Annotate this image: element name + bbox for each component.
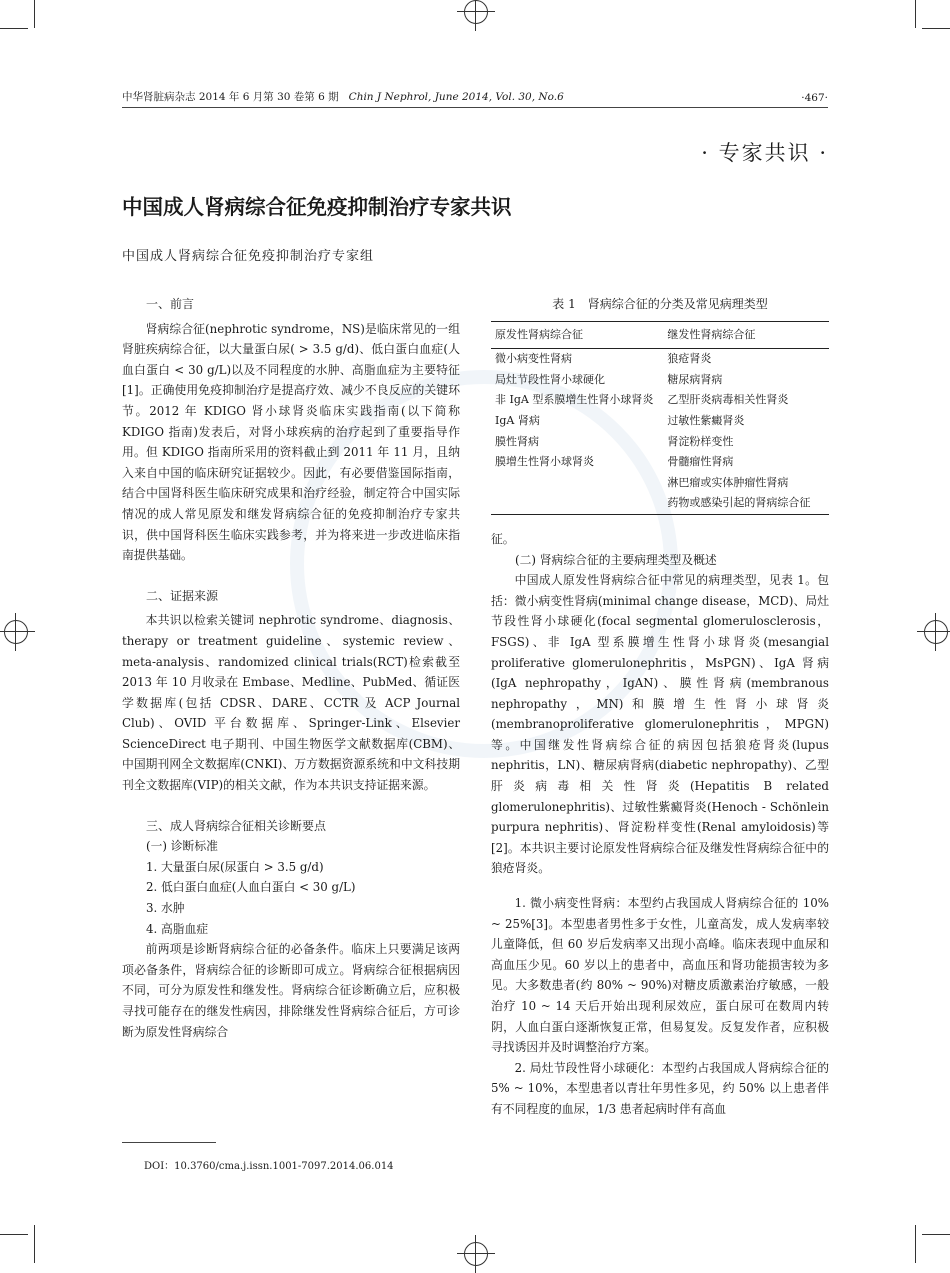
table-title: 表 1 肾病综合征的分类及常见病理类型 [552,297,768,311]
section-tag: · 专家共识 · [701,141,828,165]
journal-en: Chin J Nephrol, June 2014, Vol. 30, No.6 [348,91,564,103]
registration-mark-icon [924,620,948,644]
table-row [491,370,829,391]
table-cell: 肾淀粉样变性 [667,434,734,448]
table-cell: 狼疮肾炎 [667,352,712,366]
paragraph-pathology: 中国成人原发性肾病综合征中常见的病理类型，见表 1。包括：微小病变性肾病(minimal change disease，MCD)、局灶节段性肾小球硬化(focal segmental glomerulosclerosis，FSGS)、非 IgA 型系膜增生性肾小球肾炎(mesangial proliferative glomerulonephritis，MsPGN)、IgA 肾病(IgA nephropathy，IgAN)、膜性肾病(membranous nephropathy，MN)和膜增生性肾小球肾炎(membranoproliferative glomerulonephritis，MPGN)等。中国继发性肾病综合征的病因包括狼疮肾炎(lupus nephritis，LN)、糖尿病肾病(diabetic nephropathy)、乙型肝炎病毒相关性肾炎(Hepatitis B related glomerulonephritis)、过敏性紫癜肾炎(Henoch - Schönlein purpura nephritis)、肾淀粉样变性(Renal amyloidosis)等[2]。本共识主要讨论原发性肾病综合征及继发性肾病综合征中的狼疮肾炎。 [491,573,829,876]
table-cell: 乙型肝炎病毒相关性肾炎 [667,393,789,407]
table-cell: 膜性肾病 [495,434,539,448]
footnote-divider [122,1142,216,1143]
table-cell: 药物或感染引起的肾病综合征 [663,493,829,514]
paragraph-evidence: 本共识以检索关键词 nephrotic syndrome、diagnosis、therapy or treatment guideline、systemic review、meta-analysis、randomized clinical trials(RCT)检索截至 2013 年 10 月收录在 Embase、Medline、PubMed、循证医学数据库(包括 CDSR、DARE、CCTR 及 ACP Journal Club)、OVID 平台数据库、Springer-Link、Elsevier ScienceDirect 电子期刊、中国生物医学文献数据库(CBM)、中国期刊网全文数据库(CNKI)、万方数据资源系统和中文科技期刊全文数据库(VIP)的相关文献，作为本共识支持证据来源。 [122,613,460,793]
subsection-heading: (一) 诊断标准 [146,839,218,854]
author-group: 中国成人肾病综合征免疫抑制治疗专家组 [122,249,375,264]
table-row [491,390,829,411]
registration-mark-icon [4,620,28,644]
crop-mark [922,1234,950,1235]
paragraph-fsgs: 2. 局灶节段性肾小球硬化：本型约占我国成人肾病综合征的 5% ~ 10%，本型患者以青壮年男性多见，约 50% 以上患者伴有不同程度的血尿，1/3 患者起病时伴有高血 [491,1060,829,1116]
crop-mark [34,0,35,28]
section-heading: 一、前言 [146,297,195,311]
paragraph-continuation: 征。 [491,531,515,546]
table-cell: 过敏性紫癜肾炎 [667,413,745,427]
journal-cn: 中华肾脏病杂志 2014 年 6 月第 30 卷第 6 期 [122,91,339,103]
running-header [122,89,828,108]
list-item: 1. 大量蛋白尿(尿蛋白 > 3.5 g/d) [146,859,324,874]
crop-mark [915,1225,916,1263]
table-cell: 糖尿病肾病 [667,372,723,386]
table-row [491,473,829,494]
crop-mark [915,0,916,28]
table-row [491,349,829,370]
article-title: 中国成人肾病综合征免疫抑制治疗专家共识 [122,195,512,219]
table-cell [491,493,663,514]
table-cell: 非 IgA 型系膜增生性肾小球肾炎 [495,393,654,407]
table-cell: 骨髓瘤性肾病 [667,455,734,469]
classification-table [491,321,829,515]
crop-mark [0,1234,28,1235]
doi-footnote: DOI：10.3760/cma.j.issn.1001-7097.2014.06.014 [144,1161,394,1172]
table-row [491,411,829,432]
list-item: 4. 高脂血症 [146,921,209,936]
section-heading: 三、成人肾病综合征相关诊断要点 [146,818,327,833]
paragraph-intro: 肾病综合征(nephrotic syndrome，NS)是临床常见的一组肾脏疾病综合征，以大量蛋白尿( > 3.5 g/d)、低白蛋白血症(人血白蛋白 < 30 g/L)以及不同程度的水肿、高脂血症为主要特征[1]。正确使用免疫抑制治疗是提高疗效、减少不良反应的关键环节。2012 年 KDIGO 肾小球肾炎临床实践指南(以下简称 KDIGO 指南)发表后，对肾小球疾病的治疗起到了重要指导作用。但 KDIGO 指南所采用的资料截止到 2011 年 11 月，且纳入来自中国的临床研究证据较少。因此，有必要借鉴国际指南，结合中国肾科医生临床研究成果和治疗经验，制定符合中国实际情况的成人常见原发和继发肾病综合征的免疫抑制治疗专家共识，供中国肾科医生临床实践参考，并为将来进一步改进临床指南提供基础。 [122,321,460,563]
list-item: 2. 低白蛋白血症(人血白蛋白 < 30 g/L) [146,880,356,895]
crop-mark [34,1225,35,1263]
table-cell: 膜增生性肾小球肾炎 [495,455,594,469]
subsection-heading: (二) 肾病综合征的主要病理类型及概述 [515,552,717,567]
table-cell: 微小病变性肾病 [495,352,572,366]
table-row [491,432,829,453]
crop-mark [0,28,28,29]
page-number: ·467· [801,92,828,104]
registration-mark-icon [464,1242,488,1266]
table-header: 原发性肾病综合征 [491,321,663,349]
list-item: 3. 水肿 [146,901,185,916]
table-row [491,493,829,514]
section-heading: 二、证据来源 [146,588,219,603]
paragraph-diagnosis: 前两项是诊断肾病综合征的必备条件。临床上只要满足该两项必备条件，肾病综合征的诊断即可成立。肾病综合征根据病因不同，可分为原发性和继发性。肾病综合征诊断确立后，应积极寻找可能存在的继发性病因，排除继发性肾病综合征后，方可诊断为原发性肾病综合 [122,942,460,1039]
table-cell [491,473,663,494]
journal-line [122,89,564,104]
paragraph-mcd: 1. 微小病变性肾病：本型约占我国成人肾病综合征的 10% ~ 25%[3]。本型患者男性多于女性，儿童高发，成人发病率较儿童降低，但 60 岁后发病率又出现小高峰。临床表现中血尿和高血压少见。60 岁以上的患者中，高血压和肾功能损害较为多见。大多数患者(约 80% ~ 90%)对糖皮质激素治疗敏感，一般治疗 10 ~ 14 天后开始出现利尿效应，蛋白尿可在数周内转阴，人血白蛋白逐渐恢复正常，但易复发。反复发作者，应积极寻找诱因并及时调整治疗方案。 [491,896,829,1055]
table-header: 继发性肾病综合征 [663,321,829,349]
table-cell: IgA 肾病 [495,413,540,427]
left-column [122,294,460,1042]
table-row [491,452,829,473]
crop-mark [922,28,950,29]
right-column [491,294,829,1120]
table-cell: 淋巴瘤或实体肿瘤性肾病 [667,475,789,489]
registration-mark-icon [464,0,488,24]
table-cell: 局灶节段性肾小球硬化 [495,372,605,386]
